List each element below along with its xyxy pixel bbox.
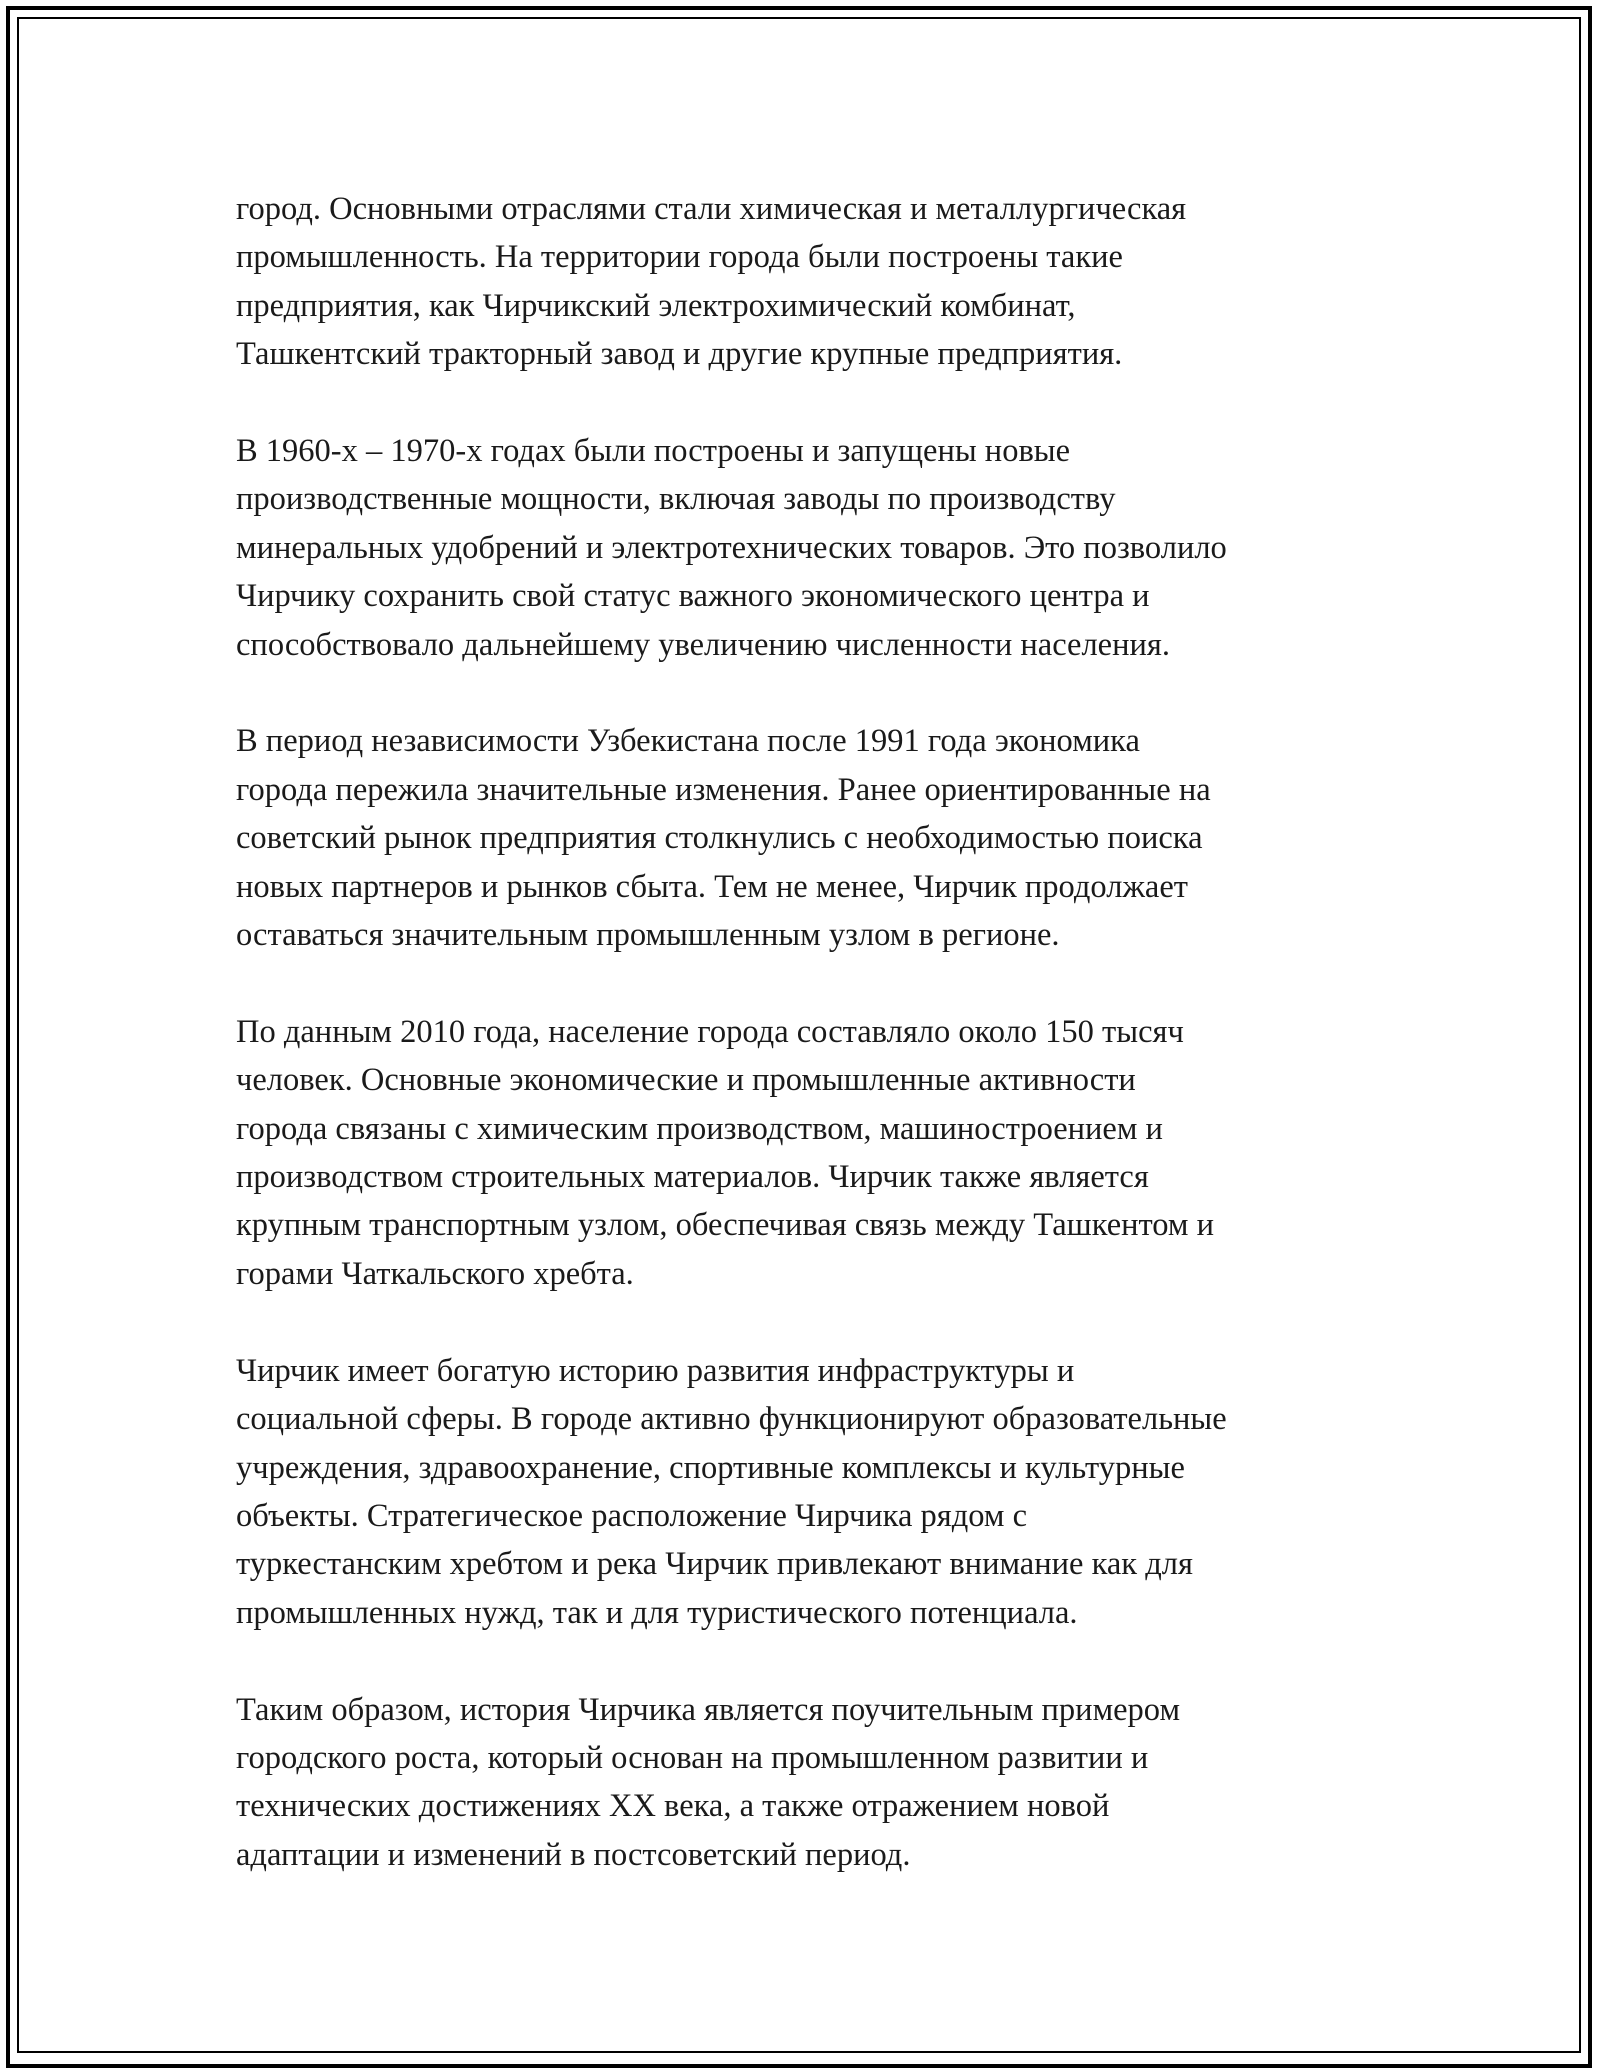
text-line: технических достижениях XX века, а также отражением новой (236, 1788, 1110, 1825)
text-line: человек. Основные экономические и промышленные активности (236, 1062, 1136, 1099)
text-line: крупным транспортным узлом, обеспечивая связь между Ташкентом и (236, 1207, 1214, 1244)
text-line: оставаться значительным промышленным узлом в регионе. (236, 917, 1060, 954)
paragraph-1960s (236, 427, 1386, 669)
text-line: социальной сферы. В городе активно функционируют образовательные (236, 1401, 1227, 1438)
text-line: предприятия, как Чирчикский электрохимический комбинат, (236, 287, 1076, 324)
text-line: В 1960-х – 1970-х годах были построены и запущены новые (236, 433, 1071, 470)
text-line: горами Чаткальского хребта. (236, 1255, 634, 1292)
text-line: город. Основными отраслями стали химическая и металлургическая (236, 191, 1187, 227)
text-line: города связаны с химическим производством, машиностроением и (236, 1110, 1163, 1147)
text-line: промышленных нужд, так и для туристического потенциала. (236, 1594, 1078, 1631)
paragraph-industry (236, 185, 1386, 379)
text-line: городского роста, который основан на промышленном развитии и (236, 1739, 1149, 1776)
text-line: Чирчику сохранить свой статус важного экономического центра и (236, 578, 1150, 615)
text-line: учреждения, здравоохранение, спортивные комплексы и культурные (236, 1449, 1185, 1486)
text-line: минеральных удобрений и электротехнических товаров. Это позволило (236, 529, 1227, 566)
text-line: туркестанским хребтом и река Чирчик привлекают внимание как для (236, 1546, 1193, 1583)
text-line: новых партнеров и рынков сбыта. Тем не менее, Чирчик продолжает (236, 868, 1188, 905)
text-line: Чирчик имеет богатую историю развития инфраструктуры и (236, 1352, 1075, 1389)
text-line: Ташкентский тракторный завод и другие крупные предприятия. (236, 336, 1123, 373)
text-line: советский рынок предприятия столкнулись с необходимостью поиска (236, 820, 1203, 857)
paragraph-independence (236, 717, 1386, 959)
paragraph-infrastructure (236, 1347, 1386, 1637)
text-line: Таким образом, история Чирчика является поучительным примером (236, 1691, 1181, 1728)
document-body (236, 185, 1386, 1928)
paragraph-population (236, 1008, 1386, 1298)
text-line: адаптации и изменений в постсоветский период. (236, 1836, 911, 1873)
text-line: города пережила значительные изменения. Ранее ориентированные на (236, 771, 1211, 808)
paragraph-conclusion (236, 1686, 1386, 1880)
text-line: производством строительных материалов. Чирчик также является (236, 1159, 1149, 1196)
text-line: объекты. Стратегическое расположение Чирчика рядом с (236, 1497, 1028, 1534)
text-line: промышленность. На территории города были построены такие (236, 239, 1123, 276)
text-line: В период независимости Узбекистана после 1991 года экономика (236, 723, 1140, 760)
text-line: способствовало дальнейшему увеличению численности населения. (236, 626, 1170, 663)
text-line: По данным 2010 года, население города составляло около 150 тысяч (236, 1013, 1184, 1050)
text-line: производственные мощности, включая заводы по производству (236, 481, 1116, 518)
